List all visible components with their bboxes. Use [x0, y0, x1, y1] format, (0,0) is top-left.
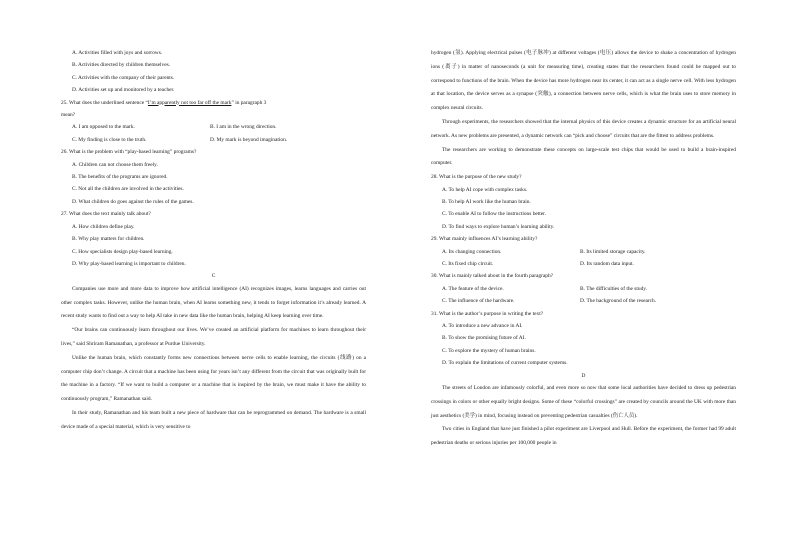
passage-d-paragraph-1: The streets of London are infamously colorful, and even more so now that some local authorities have decided to dress up pedestrian crossings in colors or other equally bright designs. Some of these “colorful crossings” are created by councils around the UK with more than just aesthetics (美学) in mind, focusing instead on preventing pedestrian casualties (伤亡人员). [431, 385, 736, 419]
q30-stem: 30. What is mainly talked about in the fourth paragraph? [431, 273, 554, 280]
q25-options-row2 [61, 134, 366, 146]
q27-option-c: C. How specialists design play-based learning. [72, 248, 173, 255]
q26-stem: 26. What is the problem with “play-based learning” programs? [61, 149, 197, 156]
q28-option-d: D. To find ways to explore human’s learning ability. [442, 223, 555, 230]
q25-option-d: D. My mark is beyond imagination. [210, 136, 288, 143]
passage-d-paragraph-2: Two cities in England that have just finished a pilot experiment are Liverpool and Hull. Before the experiment, the former had 99 adult pedestrian deaths or serious injuries per 100,000 people in [431, 426, 736, 447]
q24-option-c: C. Activities with the company of their parents. [72, 74, 175, 81]
q27-option-d: D. Why play-based learning is important to children. [72, 260, 186, 267]
q30-options-row1 [431, 283, 736, 295]
q30-option-a: A. The feature of the device. [442, 285, 504, 292]
q24-option-b: B. Activities directed by children themselves. [72, 62, 171, 69]
q28-stem: 28. What is the purpose of the new study? [431, 174, 522, 181]
q29-option-c: C. Its fixed chip circuit. [442, 261, 494, 268]
right-column [431, 47, 736, 451]
q27-option-a: A. How children define play. [72, 223, 135, 230]
q24-option-d: D. Activities set up and monitored by a teacher. [72, 87, 175, 94]
q30-options-row2 [431, 295, 736, 307]
q26-option-d: D. What children do goes against the rules of the games. [72, 198, 194, 205]
q31-option-c: C. To explore the mystery of human brains. [442, 347, 536, 354]
q30-option-b: B. The difficulties of the study. [580, 285, 647, 292]
q26-option-b: B. The benefits of the programs are ignored. [72, 174, 168, 181]
q25-underlined-sentence: I’m apparently not too far off the mark [147, 99, 232, 106]
passage-c-paragraph-4-cont: hydrogen (氢). Applying electrical pulses (电子脉冲) at different voltages (电压) allows the device to shake a concentration of hydrogen ions (离子) in matter of nanoseconds (a unit for measuring time), creating states that the researchers found could be mapped out to correspond to functions of the brain. When the device has more hydrogen near its center, it can act as a single nerve cell. With less hydrogen at that location, the device serves as a synapse (突触), a connection between nerve cells, which is what the brain uses to store memory in complex neural circuits. [431, 50, 736, 112]
q31-option-d: D. To explain the limitations of current computer systems. [442, 360, 568, 367]
q29-option-a: A. Its changing connection. [442, 248, 502, 255]
q29-option-d: D. Its random data input. [580, 261, 634, 268]
q25-option-c: C. My finding is close to the truth. [72, 136, 147, 143]
q25-option-a: A. I am opposed to the mark. [72, 124, 135, 131]
q29-options-row2 [431, 258, 736, 270]
q25-options-row1 [61, 121, 366, 133]
passage-c-paragraph-5: Through experiments, the researchers showed that the internal physics of this device creates a dynamic structure for an artificial neural network. As new problems are presented, a dynamic network can “pick and choose” circuits that are the fittest to address problems. [431, 118, 736, 139]
passage-c-paragraph-2: “Our brains can continuously learn throughout our lives. We’ve created an artificial platform for machines to learn throughout their lives,” said Shriram Ramanathan, a professor at Purdue University. [61, 327, 366, 347]
q29-option-b: B. Its limited storage capacity. [580, 248, 646, 255]
q28-option-c: C. To enable AI to follow the instructions better. [442, 211, 547, 218]
left-column [61, 47, 366, 434]
passage-c-paragraph-3: Unlike the human brain, which constantly forms new connections between nerve cells to enable learning, the circuits (线路) on a computer chip don’t change. A circuit that a machine has been using for years isn’t any different from the circuit that was originally built for the machine in a factory. “If we want to build a computer or a machine that is inspired by the brain, we must make it have the ability to continuously program,” Ramanathan said. [61, 354, 366, 403]
section-c-heading: C [211, 273, 216, 280]
q31-stem: 31. What is the author’s purpose in writing the text? [431, 310, 544, 317]
q26-option-a: A. Children can not choose them freely. [72, 161, 158, 168]
q28-option-b: B. To help AI work like the human brain. [442, 198, 531, 205]
q29-options-row1 [431, 246, 736, 258]
q24-option-a: A. Activities filled with joys and sorrows. [72, 50, 163, 56]
passage-c-paragraph-1: Companies use more and more data to improve how artificial intelligence (AI) recognizes images, learns languages and carries out other complex tasks. However, unlike the human brain, when AI learns something new, it tends to forget information it’s already learned. A recent study wants to find out a way to help AI take in new data like the human brain, helping AI keep learning over time. [61, 285, 366, 320]
passage-c-paragraph-4: In their study, Ramanathan and his team built a new piece of hardware that can be reprogrammed on demand. The hardware is a small device made of a special material, which is very sensitive to [61, 409, 366, 430]
q25-stem-post: ” in paragraph 3 [231, 99, 267, 106]
q27-stem: 27. What does the text mainly talk about? [61, 211, 151, 218]
q30-option-d: D. The background of the research. [580, 298, 657, 305]
q25-stem [61, 97, 366, 109]
q28-option-a: A. To help AI cope with complex tasks. [442, 186, 528, 193]
q30-option-c: C. The influence of the hardware. [442, 298, 515, 305]
q25-stem-cont: mean? [61, 112, 76, 119]
passage-c-paragraph-6: The researchers are working to demonstrate these concepts on large-scale test chips that would be used to build a brain-inspired computer. [431, 146, 736, 167]
section-d-heading: D [581, 372, 586, 379]
q31-option-a: A. To introduce a new advance in AI. [442, 323, 523, 330]
q26-option-c: C. Not all the children are involved in the activities. [72, 186, 184, 193]
q25-stem-pre: 25. What does the underlined sentence “ [61, 99, 148, 106]
q29-stem: 29. What mainly influences AI’s learning ability? [431, 236, 538, 243]
q31-option-b: B. To show the promising future of AI. [442, 335, 526, 342]
q27-option-b: B. Why play matters for children. [72, 236, 145, 243]
q25-option-b: B. I am in the wrong direction. [210, 124, 277, 131]
